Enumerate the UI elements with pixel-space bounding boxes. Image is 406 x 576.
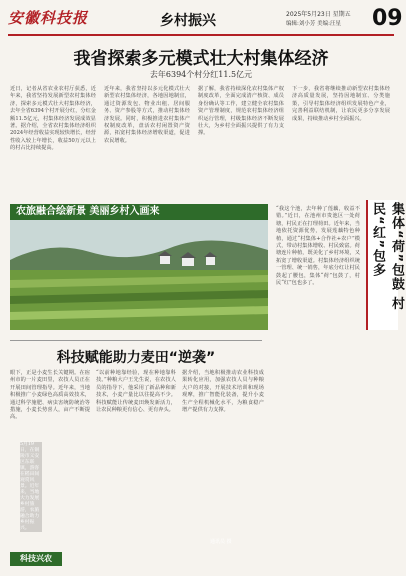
landscape-illustration [10,220,268,330]
article1-column-1: 近日，记者从省农业农村厅获悉，近年来，我省坚持发展新型农村集体经济，探索多元模式壮大村集体经济，去年全省6394个村开展分红，分红金额11.5亿元，村集体经济发展成效显著。据介绍，全省农村集体经济组织2024年经营收益实现较快增长，经营性收入较上年增长，收益50万元以上的村占比持续提高。 [10,86,96,152]
vertical-article-body: “我这个池，去年种了莲藕，收益不错。”近日，在池州市贵池区一处荷塘，村民正在打理荷田。近年来，当地依托资源优势，发展莲藕特色种植，通过“村集体+合作社+农户”模式，带动村集体增收、村民致富。荷塘连片种植，既美化了乡村环境，又拓宽了增收渠道。村集体经济组织统一管理、统一销售，年底分红让村民鼓起了腰包，集体“荷”包鼓了，村民“红”包也多了。 [276,206,360,287]
article2-column-1: 眼下，正是小麦生长关键期。在宿州市的一片麦田里，农技人员正在开展田间管理指导。近年来，当地积极推广小麦绿色高质高效技术，通过科学施肥、病虫害统防统治等措施，小麦长势喜人，亩产不断提高。 [10,370,90,421]
photo-section-header: 农旅融合绘新景 美丽乡村入画来 [10,204,268,220]
photo-caption: 5月19日，在铜陵市义安区东联镇，游客在稻田间观赏风景。近年来，当地大力发展乡村旅游，农旅融合助力乡村振兴。 [20,442,42,532]
article2-column-2: “以前种地靠经验，现在种地靠科技。”种粮大户王先生说，在农技人员的指导下，他采用了新品种和新技术，小麦产量比以往提高不少。科技赋能让传统麦田焕发新活力，让农民种粮更有信心、更有奔头。 [96,370,176,414]
paper-name: 安徽科技报 [8,9,89,27]
vertical-headline [366,200,404,330]
editor-credits: 编辑:刘小芳 美编:汪星 [286,21,341,27]
article1-headline: 我省探索多元模式壮大村集体经济 [73,49,329,69]
article1-column-2: 近年来，我省坚持以多元化模式壮大新型农村集体经济，各地因地制宜，通过资源发包、物业出租、居间服务、资产参股等方式，推动村集体经济发展。同时，积极推进农村集体产权制度改革，盘活农村闲置资产资源，拓宽村集体经济增收渠道，促进农民增收。 [104,86,190,144]
photo-credit: 通讯员 摄 [210,539,232,545]
vertical-headline-text: 集体“荷”包鼓 村民“红”包多 [370,202,404,311]
article1-subhead: 去年6394个村分红11.5亿元 [149,70,253,79]
section-divider [10,340,262,341]
page-number: 09 [372,6,403,31]
article1-column-3: 据了解，我省持续深化农村集体产权制度改革，全面完成清产核资、成员身份确认等工作，建立健全农村集体资产管理制度，规范农村集体经济组织运行管理，村级集体经济不断发展壮大，为乡村全面振兴提供了有力支撑。 [198,86,284,137]
article2-headline: 科技赋能助力麦田“逆袭” [56,350,216,366]
section-name: 乡村振兴 [160,13,216,29]
article2-column-3: 据介绍，当地积极推动农业科技成果转化应用，加强农技人员与种粮大户的对接，开展技术培训和现场观摩，推广智能化装备，提升小麦生产全程机械化水平，为粮食稳产增产提供有力支撑。 [182,370,264,414]
masthead [8,6,403,36]
publish-date: 2025年5月23日 星期五 [286,11,351,18]
section-tag-badge: 科技兴农 [10,552,62,566]
article1-column-4: 下一步，我省将继续推动新型农村集体经济高质量发展，坚持因地制宜、分类施策，引导村集体经济组织发展特色产业，完善利益联结机制，让农民更多分享发展成果，持续推动乡村全面振兴。 [292,86,390,122]
